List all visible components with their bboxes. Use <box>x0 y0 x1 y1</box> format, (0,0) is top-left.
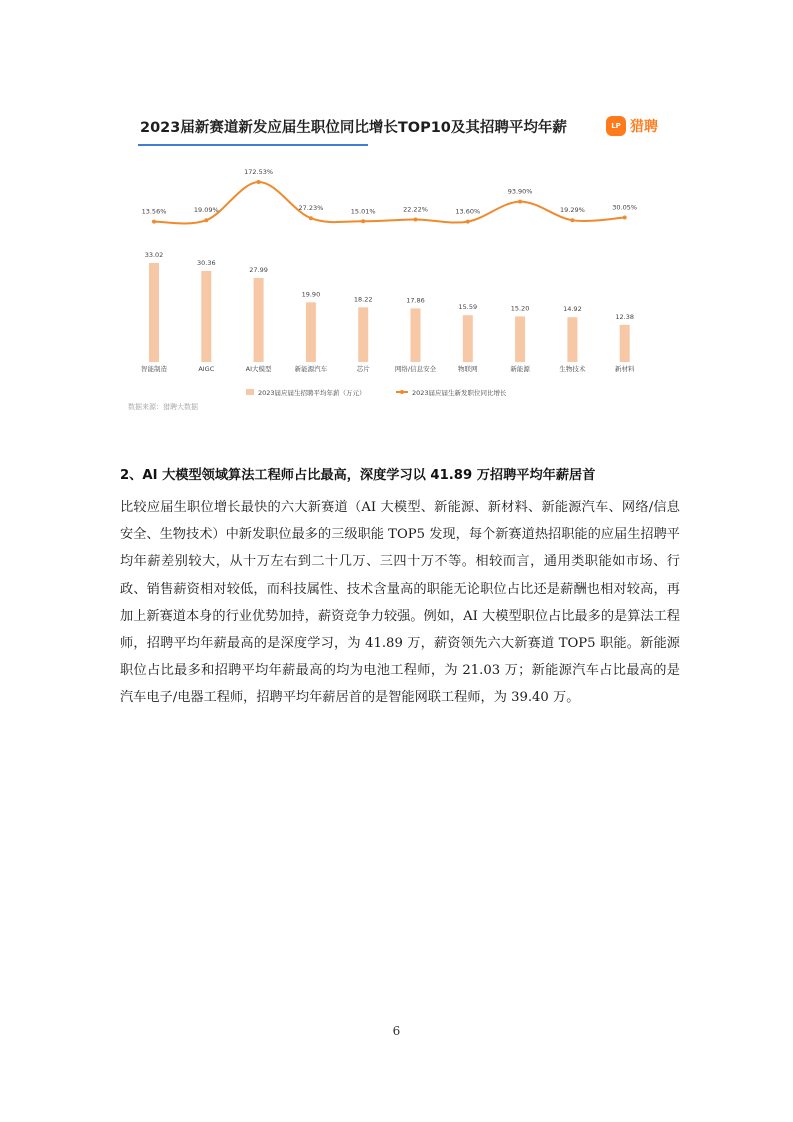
x-tick-label: 芯片 <box>356 365 370 373</box>
growth-value-label: 15.01% <box>350 207 376 216</box>
bar-6 <box>411 308 421 362</box>
growth-line <box>154 182 625 224</box>
growth-point-5 <box>361 219 365 223</box>
bar-5 <box>358 307 368 362</box>
x-tick-label: 网络/信息安全 <box>394 365 437 373</box>
bar-value-label: 18.22 <box>353 295 373 304</box>
growth-point-3 <box>257 180 261 184</box>
page-number: 6 <box>392 1024 401 1038</box>
bar-value-label: 17.86 <box>406 296 425 305</box>
bar-10 <box>620 325 630 362</box>
x-tick-label: 物联网 <box>458 365 478 373</box>
growth-point-10 <box>623 216 627 220</box>
x-tick-label: AI大模型 <box>245 365 272 373</box>
bar-7 <box>463 315 473 362</box>
growth-point-7 <box>466 220 470 224</box>
bar-4 <box>306 302 316 362</box>
bar-value-label: 15.59 <box>458 303 478 312</box>
legend-line-marker <box>400 390 404 394</box>
bar-value-label: 33.02 <box>144 250 164 259</box>
bar-1 <box>149 263 159 362</box>
bar-3 <box>254 278 264 362</box>
bar-value-label: 19.90 <box>301 290 321 299</box>
growth-point-4 <box>309 216 313 220</box>
growth-value-label: 93.90% <box>507 187 533 196</box>
legend-bar-label: 2023届应届生招聘平均年薪（万元） <box>258 389 366 397</box>
x-tick-label: 新能源汽车 <box>294 365 328 373</box>
growth-value-label: 13.56% <box>141 207 167 216</box>
bar-value-label: 12.38 <box>615 312 635 321</box>
body-paragraph: 比较应届生职位增长最快的六大新赛道（AI 大模型、新能源、新材料、新能源汽车、网络/信息安全、生物技术）中新发职位最多的三级职能 TOP5 发现，每个新赛道热招职能的应届生招聘平均年薪差别较大，从十万左右到二十几万、三四十万不等。相较而言，通用类职能如市场、行政、销售薪资相对较低，而科技属性、技术含量高的职能无论职位占比还是薪酬也相对较高，再加上新赛道本身的行业优势加持，薪资竞争力较强。例如，AI 大模型职位占比最多的是算法工程师，招聘平均年薪最高的是深度学习，为 41.89 万，薪资领先六大新赛道 TOP5 职能。新能源职位占比最多和招聘平均年薪最高的均为电池工程师，为 21.03 万；新能源汽车占比最高的是汽车电子/电器工程师，招聘平均年薪居首的是智能网联工程师，为 39.40 万。 <box>120 500 680 706</box>
combo-chart <box>118 104 678 424</box>
data-source: 数据来源：猎聘大数据 <box>128 403 198 411</box>
growth-value-label: 30.05% <box>612 203 638 212</box>
chart-title: 2023届新赛道新发应届生职位同比增长TOP10及其招聘平均年薪 <box>140 120 567 136</box>
chart-panel <box>118 104 678 424</box>
growth-value-label: 27.23% <box>298 204 324 213</box>
bar-value-label: 14.92 <box>563 305 582 314</box>
growth-value-label: 19.29% <box>560 206 585 215</box>
bar-value-label: 15.20 <box>510 304 530 313</box>
growth-value-label: 19.09% <box>193 206 219 215</box>
x-tick-label: 智能制造 <box>141 365 167 373</box>
bar-9 <box>567 317 577 362</box>
legend-bar-swatch <box>246 389 254 395</box>
x-tick-label: 新能源 <box>510 365 530 373</box>
section-heading: 2、AI 大模型领域算法工程师占比最高，深度学习以 41.89 万招聘平均年薪居首 <box>120 468 596 483</box>
x-tick-label: AIGC <box>198 365 215 373</box>
liepin-logo-text: 猎聘 <box>630 119 658 135</box>
bar-2 <box>201 271 211 362</box>
growth-point-6 <box>414 217 418 221</box>
growth-value-label: 13.60% <box>455 207 481 216</box>
bar-value-label: 30.36 <box>196 258 216 267</box>
growth-point-9 <box>570 218 574 222</box>
x-tick-label: 生物技术 <box>559 365 586 373</box>
bar-8 <box>515 316 525 362</box>
bar-value-label: 27.99 <box>249 266 268 275</box>
growth-value-label: 22.22% <box>403 205 428 214</box>
liepin-logo-icon: LP <box>606 116 626 136</box>
growth-point-1 <box>152 220 156 224</box>
growth-value-label: 172.53% <box>244 168 274 176</box>
legend-line-label: 2023届应届生新发职位同比增长 <box>412 389 507 397</box>
growth-point-2 <box>204 218 208 222</box>
growth-point-8 <box>518 200 522 204</box>
x-tick-label: 新材料 <box>614 365 635 373</box>
